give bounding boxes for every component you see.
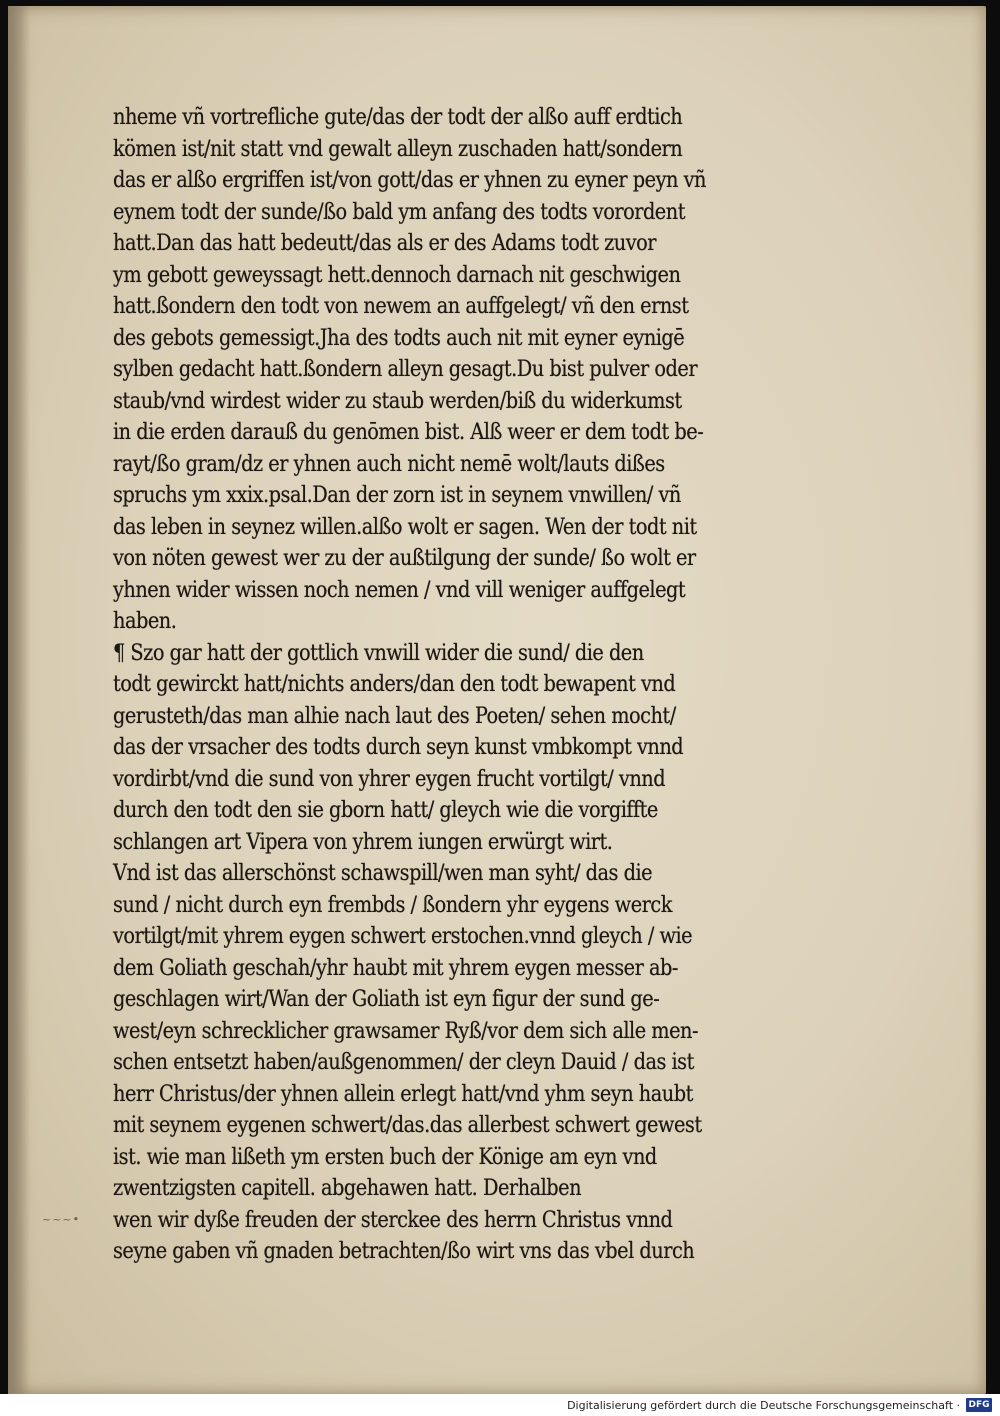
text-line: nheme vñ vortrefliche gute/das der todt der alßo auff erdtich [113, 104, 683, 130]
text-line: schen entsetzt haben/außgenommen/ der cleyn Dauid / das ist [113, 1049, 694, 1075]
text-line: todt gewirckt hatt/nichts anders/dan den todt bewapent vnd [113, 671, 676, 697]
text-line: zwentzigsten capitell. abgehawen hatt. Derhalben [113, 1175, 582, 1201]
text-line: dem Goliath geschah/yhr haubt mit yhrem eygen messer ab- [113, 954, 678, 981]
text-line: haben. [113, 608, 177, 634]
text-line: das er alßo ergriffen ist/von gott/das er yhnen zu eyner peyn vñ [113, 167, 706, 193]
text-line: kömen ist/nit statt vnd gewalt alleyn zuschaden hatt/sondern [113, 135, 683, 162]
text-line: yhnen wider wissen noch nemen / vnd vill weniger auffgelegt [113, 576, 686, 603]
text-line: ym gebott geweyssagt hett.dennoch darnach nit geschwigen [113, 261, 681, 288]
text-line: hatt.ßondern den todt von newem an auffgelegt/ vñ den ernst [113, 293, 689, 319]
text-line: das leben in seynez willen.alßo wolt er sagen. Wen der todt nit [113, 513, 697, 540]
text-line: hatt.Dan das hatt bedeutt/das als er des Adams todt zuvor [113, 230, 657, 256]
text-line: vortilgt/mit yhrem eygen schwert erstochen.vnnd gleych / wie [113, 923, 693, 949]
text-line: ¶ Szo gar hatt der gottlich vnwill wider die sund/ die den [113, 639, 644, 666]
text-line: spruchs ym xxix.psal.Dan der zorn ist in seynem vnwillen/ vñ [113, 482, 681, 508]
text-line: schlangen art Vipera von yhrem iungen erwürgt wirt. [113, 828, 613, 855]
text-line: vordirbt/vnd die sund von yhrer eygen frucht vortilgt/ vnnd [113, 765, 666, 792]
signature-mark: ~~~• [42, 1213, 81, 1226]
funding-notice: Digitalisierung gefördert durch die Deutsche Forschungsgemeinschaft · [567, 1398, 960, 1412]
text-line: das der vrsacher des todts durch seyn kunst vmbkompt vnnd [113, 734, 684, 760]
book-page [8, 6, 986, 1394]
text-block [113, 102, 803, 1268]
text-line: seyne gaben vñ gnaden betrachten/ßo wirt vns das vbel durch [113, 1238, 695, 1264]
text-line: sylben gedacht hatt.ßondern alleyn gesagt.Du bist pulver oder [113, 356, 698, 382]
footer-bar [0, 1394, 1000, 1416]
text-line: Vnd ist das allerschönst schawspill/wen man syht/ das die [113, 860, 653, 886]
page-spine-shadow [8, 6, 30, 1394]
text-line: gerusteth/das man alhie nach laut des Poeten/ sehen mocht/ [113, 702, 676, 729]
text-line: durch den todt den sie gborn hatt/ gleych wie die vorgiffte [113, 797, 658, 823]
text-line: rayt/ßo gram/dz er yhnen auch nicht nemē wolt/lauts dißes [113, 450, 665, 477]
dfg-logo-icon: DFG [966, 1398, 992, 1412]
text-line: wen wir dyße freuden der sterckee des herrn Christus vnnd [113, 1206, 673, 1233]
text-line: mit seynem eygenen schwert/das.das allerbest schwert gewest [113, 1112, 702, 1138]
text-line: herr Christus/der yhnen allein erlegt hatt/vnd yhm seyn haubt [113, 1080, 693, 1107]
text-line: des gebots gemessigt.Jha des todts auch nit mit eyner eynigē [113, 324, 685, 351]
text-line: ist. wie man lißeth ym ersten buch der Könige am eyn vnd [113, 1143, 657, 1170]
text-line: in die erden darauß du genōmen bist. Alß weer er dem todt be- [113, 419, 704, 445]
text-line: eynem todt der sunde/ßo bald ym anfang des todts vorordent [113, 198, 685, 225]
text-line: geschlagen wirt/Wan der Goliath ist eyn figur der sund ge- [113, 986, 660, 1012]
text-line: west/eyn schrecklicher grawsamer Ryß/vor dem sich alle men- [113, 1017, 699, 1044]
text-line: von nöten gewest wer zu der außtilgung der sunde/ ßo wolt er [113, 545, 696, 571]
text-line: sund / nicht durch eyn frembds / ßondern yhr eygens werck [113, 891, 672, 918]
text-line: staub/vnd wirdest wider zu staub werden/biß du widerkumst [113, 387, 682, 414]
